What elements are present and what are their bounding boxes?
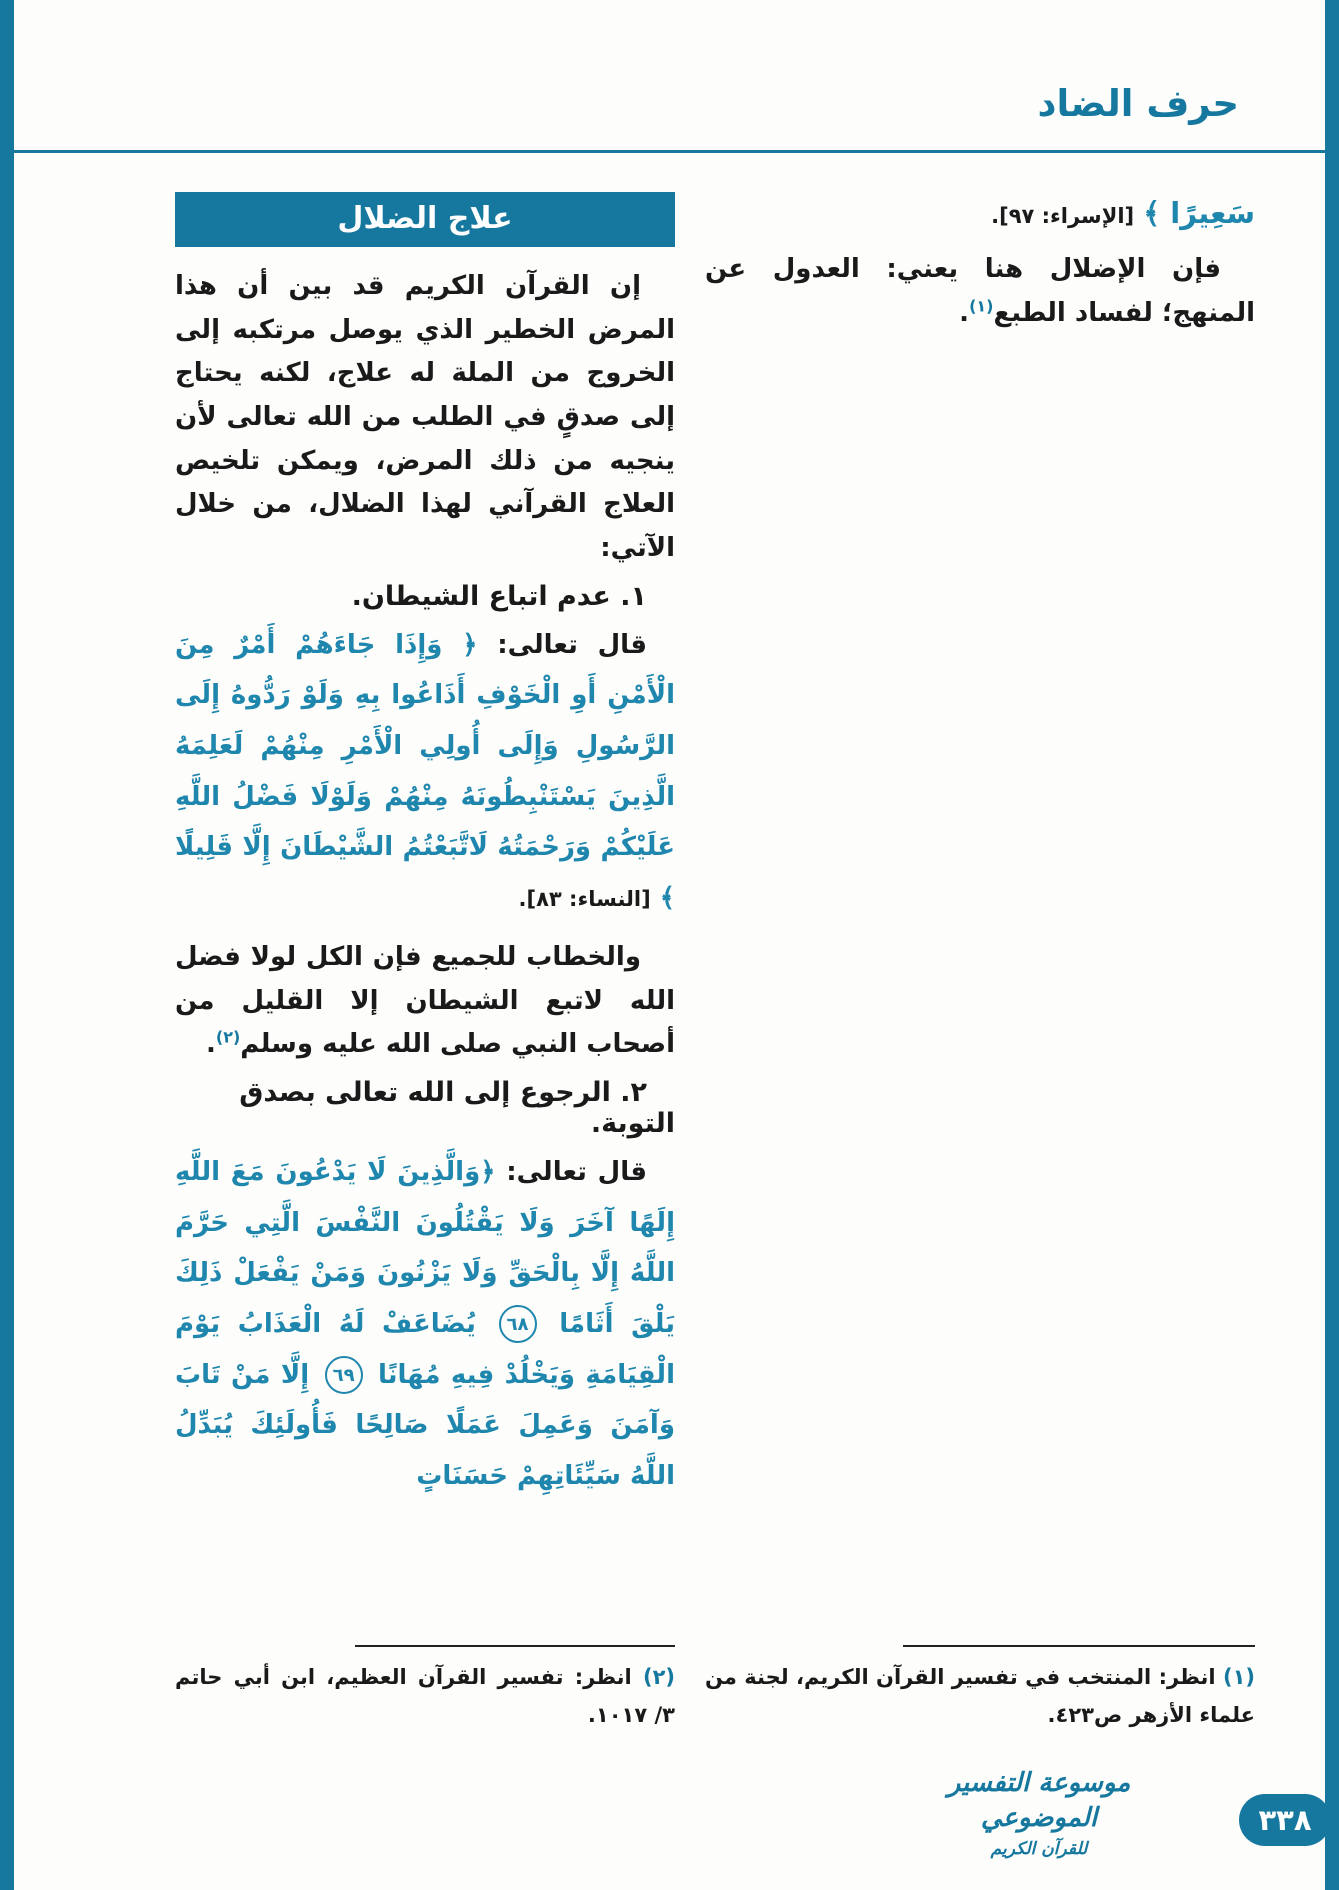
- quran-quote-1: [175, 620, 675, 924]
- commentary-paragraph-2: [175, 936, 675, 1067]
- paragraph-text: فإن الإضلال هنا يعني: العدول عن المنهج؛ لفساد الطبع: [705, 254, 1255, 328]
- verse-reference: [الإسراء: ٩٧].: [991, 204, 1135, 228]
- verse-number-68: ٦٨: [499, 1305, 537, 1343]
- quran-text-2b: يُضَاعَفْ لَهُ الْعَذَابُ يَوْمَ الْقِيَامَةِ وَيَخْلُدْ فِيهِ مُهَانًا: [175, 1308, 675, 1390]
- left-column: [175, 192, 675, 1514]
- qala-taala-label-1: قال تعالى:: [497, 629, 647, 660]
- sentence-period-2: .: [206, 1029, 216, 1060]
- text-columns: [175, 192, 1255, 1514]
- verse-number-69: ٦٩: [325, 1356, 363, 1394]
- list-item-1: ١. عدم اتباع الشيطان.: [351, 580, 647, 612]
- footnote-marker-2: (٢): [215, 1027, 241, 1047]
- footnote-1-number: (١): [1222, 1665, 1255, 1689]
- list-item-2: ٢. الرجوع إلى الله تعالى بصدق التوبة.: [239, 1076, 675, 1139]
- footnote-2: [175, 1645, 675, 1735]
- sentence-period: .: [959, 297, 970, 328]
- qala-taala-label-2: قال تعالى:: [506, 1156, 647, 1187]
- header-rule: [14, 150, 1325, 153]
- quran-fragment: سَعِيرًا ﴾: [1143, 196, 1255, 230]
- right-column: [705, 192, 1255, 345]
- quran-quote-2: [175, 1147, 675, 1502]
- left-edge-band: [0, 0, 14, 1890]
- page-number-value: ٣٣٨: [1258, 1803, 1312, 1837]
- footnote-2-text: [175, 1659, 675, 1735]
- quran-text-1: ﴿ وَإِذَا جَاءَهُمْ أَمْرٌ مِنَ الْأَمْنِ أَوِ الْخَوْفِ أَذَاعُوا بِهِ وَلَوْ رَدُّوهُ إِلَى الرَّسُولِ وَإِلَى أُولِي الْأَمْرِ مِنْهُمْ لَعَلِمَهُ الَّذِينَ يَسْتَنْبِطُونَهُ مِنْهُمْ وَلَوْلَا فَضْلُ اللَّهِ عَلَيْكُمْ وَرَحْمَتُهُ لَاتَّبَعْتُمُ الشَّيْطَانَ إِلَّا قَلِيلًا ﴾: [175, 629, 675, 914]
- running-head: [1038, 82, 1239, 125]
- footnote-rule-1: [903, 1645, 1255, 1647]
- chapter-title: حرف الضاد: [1037, 82, 1239, 125]
- footnotes-row: [175, 1645, 1255, 1735]
- quran-reference-1: [النساء: ٨٣].: [518, 887, 651, 912]
- quran-text-2a: ﴿وَالَّذِينَ لَا يَدْعُونَ مَعَ اللَّهِ إِلَهًا آخَرَ وَلَا يَقْتُلُونَ النَّفْسَ الَّتِي حَرَّمَ اللَّهُ إِلَّا بِالْحَقِّ وَلَا يَزْنُونَ وَمَنْ يَفْعَلْ ذَلِكَ يَلْقَ أَثَامًا: [175, 1156, 675, 1339]
- section-banner: [175, 192, 675, 247]
- publisher-logo: [929, 1766, 1149, 1859]
- quran-text-2c: إِلَّا مَنْ تَابَ وَآمَنَ وَعَمِلَ عَمَلًا صَالِحًا فَأُولَئِكَ يُبَدِّلُ اللَّهُ سَيِّئَاتِهِمْ حَسَنَاتٍ: [175, 1359, 675, 1491]
- footnote-1: [705, 1645, 1255, 1735]
- footnote-1-text: [705, 1659, 1255, 1735]
- footnote-rule-2: [355, 1645, 675, 1647]
- paragraph-text-2: والخطاب للجميع فإن الكل لولا فضل الله لاتبع الشيطان إلا القليل من أصحاب النبي صلى الله عليه وسلم: [175, 941, 675, 1060]
- right-edge-band: [1325, 0, 1339, 1890]
- publisher-logo-title: موسوعة التفسير الموضوعي: [947, 1768, 1131, 1834]
- commentary-paragraph: [705, 248, 1255, 335]
- verse-fragment-line: [705, 196, 1255, 230]
- footnote-1-body: انظر: المنتخب في تفسير القرآن الكريم، لجنة من علماء الأزهر ص٤٢٣.: [705, 1665, 1255, 1727]
- page-number: [1239, 1794, 1331, 1846]
- section-title: علاج الضلال: [337, 201, 513, 236]
- footnote-2-number: (٢): [642, 1665, 676, 1689]
- intro-paragraph: إن القرآن الكريم قد بين أن هذا المرض الخطير الذي يوصل مرتكبه إلى الخروج من الملة له علاج، لكنه يحتاج إلى صدقٍ في الطلب من الله تعالى لأن ينجيه من ذلك المرض، ويمكن تلخيص العلاج القرآني لهذا الضلال، من خلال الآتي:: [175, 271, 675, 564]
- footnote-2-body: انظر: تفسير القرآن العظيم، ابن أبي حاتم ٣/ ١٠١٧.: [175, 1665, 675, 1727]
- publisher-logo-subtitle: للقرآن الكريم: [990, 1839, 1088, 1860]
- footnote-marker-1: (١): [969, 296, 994, 316]
